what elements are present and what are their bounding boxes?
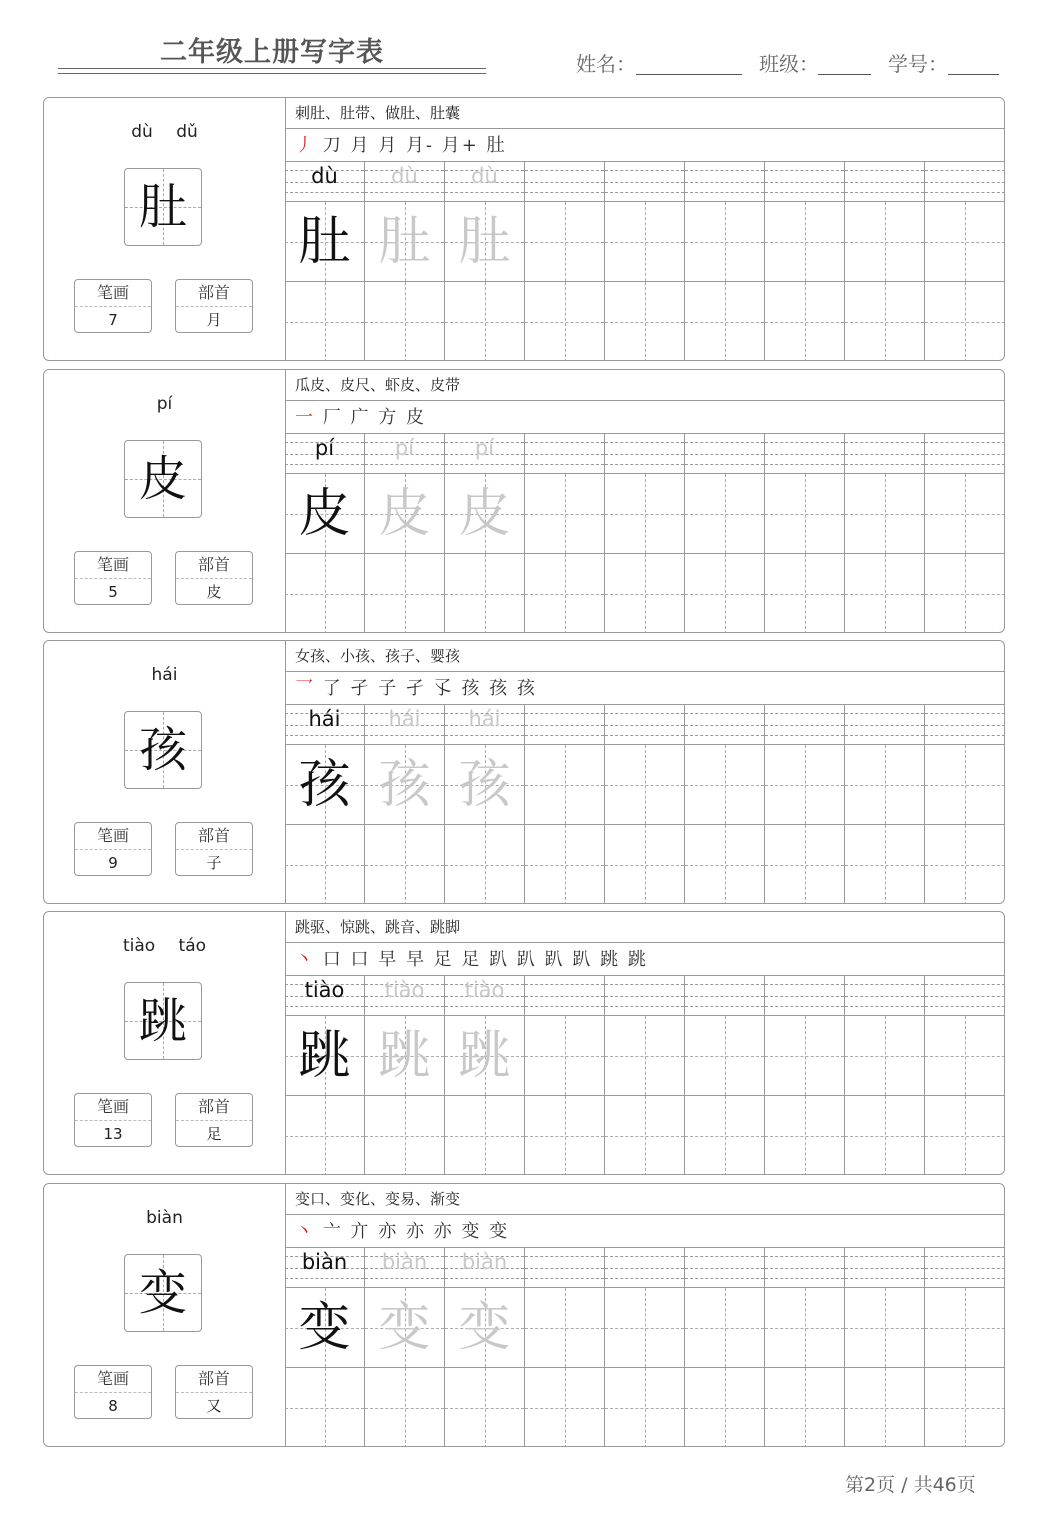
character-glyph: 孩 — [138, 722, 187, 778]
strokes-label: 笔画 — [75, 823, 151, 850]
stroke-step: 孩 — [461, 678, 482, 699]
stroke-step: 足 — [433, 949, 454, 970]
stroke-step: 口 — [350, 949, 371, 970]
pinyin-cell[interactable] — [925, 434, 1005, 474]
writing-cell[interactable] — [925, 474, 1005, 554]
writing-cell[interactable] — [525, 474, 605, 554]
writing-cell[interactable] — [365, 825, 445, 904]
writing-cell[interactable] — [845, 1016, 925, 1096]
pinyin-cell[interactable] — [685, 976, 765, 1016]
writing-cell[interactable] — [445, 474, 525, 554]
writing-cell[interactable] — [445, 1288, 525, 1368]
title-underline — [58, 73, 486, 74]
writing-cell[interactable] — [765, 474, 845, 554]
stroke-step: 亦 — [433, 1221, 454, 1242]
page-number: 第2页 / 共46页 — [845, 1474, 976, 1496]
writing-cell[interactable] — [285, 1368, 365, 1447]
practice-panel — [285, 641, 1005, 903]
writing-cell[interactable] — [765, 1288, 845, 1368]
writing-cell[interactable] — [525, 282, 605, 361]
stroke-order — [285, 672, 1005, 705]
name-blank[interactable] — [636, 74, 742, 75]
grid-pinyin: pí — [474, 436, 495, 460]
writing-cell[interactable] — [765, 282, 845, 361]
grid-character: 孩 — [378, 755, 431, 815]
character-pinyin: biàn — [146, 1208, 183, 1228]
stroke-step: 趴 — [572, 949, 593, 970]
stroke-order — [285, 1215, 1005, 1248]
character-box — [124, 982, 202, 1060]
radical-box — [175, 822, 253, 876]
stroke-step: 口 — [322, 949, 343, 970]
writing-cell[interactable] — [525, 202, 605, 282]
stroke-step: 方 — [378, 407, 399, 428]
grid-pinyin: tiào — [384, 978, 425, 1002]
writing-cell[interactable] — [765, 1368, 845, 1447]
writing-cell[interactable] — [845, 1096, 925, 1175]
stroke-step: 刀 — [322, 135, 343, 156]
writing-cell[interactable] — [285, 282, 365, 361]
writing-cell[interactable] — [365, 554, 445, 633]
character-card — [43, 911, 1005, 1175]
pinyin-cell[interactable] — [525, 162, 605, 202]
pinyin-cell[interactable] — [685, 1248, 765, 1288]
pinyin-cell[interactable] — [605, 434, 685, 474]
pinyin-cell[interactable] — [445, 705, 525, 745]
writing-cell[interactable] — [605, 1016, 685, 1096]
stroke-order — [285, 401, 1005, 434]
writing-cell[interactable] — [925, 1368, 1005, 1447]
character-pinyin: tiào táo — [122, 936, 207, 956]
stroke-step: 跳 — [600, 949, 621, 970]
writing-cell[interactable] — [845, 554, 925, 633]
stroke-step: 趴 — [489, 949, 510, 970]
writing-cell[interactable] — [925, 202, 1005, 282]
writing-cell[interactable] — [445, 202, 525, 282]
writing-cell[interactable] — [765, 202, 845, 282]
card-info-panel — [44, 1184, 286, 1446]
character-box — [124, 168, 202, 246]
grid-character: 孩 — [298, 755, 351, 815]
writing-cell[interactable] — [605, 282, 685, 361]
pinyin-cell[interactable] — [845, 976, 925, 1016]
stroke-step: 月+ — [441, 135, 479, 156]
name-field[interactable] — [576, 48, 636, 77]
radical-label: 部首 — [176, 823, 252, 850]
writing-cell[interactable] — [925, 1016, 1005, 1096]
writing-cell[interactable] — [605, 825, 685, 904]
character-card — [43, 97, 1005, 361]
stroke-step: 皮 — [405, 407, 426, 428]
pinyin-cell[interactable] — [285, 705, 365, 745]
stroke-step: 趴 — [544, 949, 565, 970]
writing-cell[interactable] — [845, 745, 925, 825]
stroke-step: 乛 — [295, 678, 315, 699]
writing-cell[interactable] — [525, 1368, 605, 1447]
writing-cell[interactable] — [765, 554, 845, 633]
writing-cell[interactable] — [845, 825, 925, 904]
writing-cell[interactable] — [605, 1288, 685, 1368]
strokes-value: 7 — [108, 311, 118, 329]
writing-cell[interactable] — [605, 745, 685, 825]
stroke-order — [285, 129, 1005, 162]
character-card — [43, 1183, 1005, 1447]
character-glyph: 跳 — [138, 993, 187, 1049]
grid-character: 皮 — [458, 484, 511, 544]
practice-grid[interactable] — [285, 162, 1005, 361]
strokes-box — [74, 1093, 152, 1147]
stroke-step: 趴 — [516, 949, 537, 970]
writing-cell[interactable] — [365, 745, 445, 825]
writing-cell[interactable] — [685, 282, 765, 361]
practice-grid[interactable] — [285, 976, 1005, 1175]
pinyin-cell[interactable] — [605, 162, 685, 202]
writing-cell[interactable] — [605, 1368, 685, 1447]
grid-character: 跳 — [458, 1026, 511, 1086]
class-field[interactable] — [759, 48, 819, 77]
stroke-step: 孑 — [350, 678, 371, 699]
strokes-box — [74, 1365, 152, 1419]
writing-cell[interactable] — [685, 1368, 765, 1447]
writing-cell[interactable] — [685, 745, 765, 825]
pinyin-cell[interactable] — [845, 1248, 925, 1288]
grid-pinyin: biàn — [381, 1250, 428, 1274]
practice-panel — [285, 912, 1005, 1174]
grid-character: 变 — [298, 1298, 351, 1358]
radical-label: 部首 — [176, 1366, 252, 1393]
pinyin-cell[interactable] — [365, 1248, 445, 1288]
strokes-value: 13 — [103, 1125, 123, 1143]
stroke-step: 了 — [322, 678, 343, 699]
radical-label: 部首 — [176, 552, 252, 579]
character-pinyin: hái — [151, 665, 178, 685]
practice-panel — [285, 370, 1005, 632]
writing-cell[interactable] — [285, 1288, 365, 1368]
grid-pinyin: hái — [308, 707, 341, 731]
practice-grid[interactable] — [285, 705, 1005, 904]
stroke-step: 跳 — [627, 949, 648, 970]
pinyin-cell[interactable] — [925, 1248, 1005, 1288]
character-box — [124, 1254, 202, 1332]
stroke-step: 月- — [405, 135, 435, 156]
writing-cell[interactable] — [925, 1288, 1005, 1368]
number-blank[interactable] — [948, 74, 999, 75]
writing-cell[interactable] — [525, 1096, 605, 1175]
stroke-step: 亣 — [350, 1221, 371, 1242]
pinyin-cell[interactable] — [285, 1248, 365, 1288]
stroke-step: 亦 — [378, 1221, 399, 1242]
character-card — [43, 369, 1005, 633]
stroke-step: 变 — [461, 1221, 482, 1242]
writing-cell[interactable] — [845, 474, 925, 554]
character-pinyin: dù dǔ — [131, 122, 198, 142]
writing-cell[interactable] — [525, 745, 605, 825]
character-pinyin: pí — [156, 394, 173, 414]
pinyin-cell[interactable] — [365, 162, 445, 202]
character-box — [124, 440, 202, 518]
card-info-panel — [44, 912, 286, 1174]
pinyin-cell[interactable] — [525, 976, 605, 1016]
pinyin-cell[interactable] — [365, 976, 445, 1016]
grid-pinyin: dù — [311, 164, 338, 188]
stroke-step: 亠 — [322, 1221, 343, 1242]
pinyin-cell[interactable] — [845, 162, 925, 202]
strokes-value: 9 — [108, 854, 118, 872]
pinyin-cell[interactable] — [605, 976, 685, 1016]
stroke-step: 丶 — [295, 949, 315, 970]
practice-panel — [285, 1184, 1005, 1446]
writing-cell[interactable] — [925, 282, 1005, 361]
radical-label: 部首 — [176, 1094, 252, 1121]
grid-character: 肚 — [378, 212, 431, 272]
writing-cell[interactable] — [285, 1016, 365, 1096]
writing-cell[interactable] — [525, 1016, 605, 1096]
character-glyph: 皮 — [138, 451, 187, 507]
stroke-step: 孑 — [405, 678, 426, 699]
page-title: 二年级上册写字表 — [160, 37, 384, 68]
writing-cell[interactable] — [445, 745, 525, 825]
writing-cell[interactable] — [285, 202, 365, 282]
grid-pinyin: hái — [388, 707, 421, 731]
example-words: 跳驱、惊跳、跳音、跳脚 — [285, 912, 1005, 943]
pinyin-cell[interactable] — [925, 705, 1005, 745]
pinyin-cell[interactable] — [285, 162, 365, 202]
writing-cell[interactable] — [605, 554, 685, 633]
writing-cell[interactable] — [525, 554, 605, 633]
stroke-step: 月 — [378, 135, 399, 156]
grid-pinyin: pí — [314, 436, 335, 460]
strokes-label: 笔画 — [75, 1366, 151, 1393]
radical-value: 又 — [206, 1397, 222, 1415]
writing-cell[interactable] — [765, 1096, 845, 1175]
grid-character: 跳 — [378, 1026, 431, 1086]
writing-cell[interactable] — [605, 202, 685, 282]
pinyin-cell[interactable] — [605, 705, 685, 745]
stroke-step: 早 — [378, 949, 399, 970]
number-field[interactable] — [888, 48, 948, 77]
card-info-panel — [44, 98, 286, 360]
grid-pinyin: hái — [468, 707, 501, 731]
stroke-step: 肚 — [486, 135, 507, 156]
writing-cell[interactable] — [285, 825, 365, 904]
pinyin-cell[interactable] — [365, 434, 445, 474]
writing-cell[interactable] — [605, 1096, 685, 1175]
stroke-step: 丿 — [295, 135, 315, 156]
pinyin-cell[interactable] — [925, 162, 1005, 202]
grid-pinyin: biàn — [301, 1250, 348, 1274]
writing-cell[interactable] — [925, 745, 1005, 825]
pinyin-cell[interactable] — [445, 1248, 525, 1288]
radical-box — [175, 279, 253, 333]
radical-box — [175, 551, 253, 605]
writing-cell[interactable] — [765, 1016, 845, 1096]
pinyin-cell[interactable] — [765, 1248, 845, 1288]
strokes-box — [74, 279, 152, 333]
strokes-box — [74, 551, 152, 605]
pinyin-cell[interactable] — [445, 434, 525, 474]
pinyin-cell[interactable] — [925, 976, 1005, 1016]
writing-cell[interactable] — [285, 554, 365, 633]
radical-box — [175, 1365, 253, 1419]
stroke-step: 亦 — [405, 1221, 426, 1242]
pinyin-cell[interactable] — [525, 705, 605, 745]
writing-cell[interactable] — [445, 282, 525, 361]
writing-cell[interactable] — [525, 825, 605, 904]
pinyin-cell[interactable] — [605, 1248, 685, 1288]
example-words: 女孩、小孩、孩子、婴孩 — [285, 641, 1005, 672]
writing-cell[interactable] — [685, 1016, 765, 1096]
grid-pinyin: tiào — [464, 978, 505, 1002]
stroke-step: 广 — [350, 407, 371, 428]
writing-cell[interactable] — [365, 1096, 445, 1175]
pinyin-cell[interactable] — [365, 705, 445, 745]
pinyin-cell[interactable] — [525, 1248, 605, 1288]
grid-character: 皮 — [378, 484, 431, 544]
writing-cell[interactable] — [445, 1016, 525, 1096]
stroke-step: 厂 — [322, 407, 343, 428]
grid-character: 肚 — [298, 212, 351, 272]
pinyin-cell[interactable] — [765, 162, 845, 202]
writing-cell[interactable] — [445, 1096, 525, 1175]
pinyin-cell[interactable] — [285, 976, 365, 1016]
writing-cell[interactable] — [685, 1288, 765, 1368]
stroke-step: 足 — [461, 949, 482, 970]
pinyin-cell[interactable] — [845, 705, 925, 745]
practice-grid[interactable] — [285, 1248, 1005, 1447]
writing-cell[interactable] — [925, 1096, 1005, 1175]
character-glyph: 肚 — [138, 179, 187, 235]
character-box — [124, 711, 202, 789]
writing-cell[interactable] — [445, 1368, 525, 1447]
writing-cell[interactable] — [685, 202, 765, 282]
card-info-panel — [44, 370, 286, 632]
page-header — [0, 0, 1045, 90]
pinyin-cell[interactable] — [685, 434, 765, 474]
writing-cell[interactable] — [845, 282, 925, 361]
writing-cell[interactable] — [845, 1288, 925, 1368]
example-words: 刺肚、肚带、做肚、肚囊 — [285, 98, 1005, 129]
stroke-step: 丶 — [295, 1221, 315, 1242]
writing-cell[interactable] — [845, 1368, 925, 1447]
grid-character: 肚 — [458, 212, 511, 272]
pinyin-cell[interactable] — [685, 705, 765, 745]
radical-label: 部首 — [176, 280, 252, 307]
grid-character: 变 — [378, 1298, 431, 1358]
writing-cell[interactable] — [765, 825, 845, 904]
practice-panel — [285, 98, 1005, 360]
stroke-step: 子 — [378, 678, 399, 699]
writing-cell[interactable] — [445, 825, 525, 904]
writing-cell[interactable] — [445, 554, 525, 633]
stroke-step: 孩 — [489, 678, 510, 699]
writing-cell[interactable] — [525, 1288, 605, 1368]
stroke-step: 月 — [350, 135, 371, 156]
writing-cell[interactable] — [685, 474, 765, 554]
character-card — [43, 640, 1005, 904]
strokes-label: 笔画 — [75, 1094, 151, 1121]
class-blank[interactable] — [818, 74, 871, 75]
writing-cell[interactable] — [365, 282, 445, 361]
stroke-step: 孩 — [516, 678, 537, 699]
radical-value: 子 — [206, 854, 222, 872]
writing-cell[interactable] — [365, 1288, 445, 1368]
pinyin-cell[interactable] — [445, 976, 525, 1016]
strokes-value: 8 — [108, 1397, 118, 1415]
pinyin-cell[interactable] — [445, 162, 525, 202]
radical-value: 足 — [206, 1125, 222, 1143]
number-label: 学号： — [888, 52, 948, 76]
pinyin-cell[interactable] — [765, 705, 845, 745]
title-underline — [58, 68, 486, 69]
stroke-step: 早 — [405, 949, 426, 970]
pinyin-cell[interactable] — [685, 162, 765, 202]
pinyin-cell[interactable] — [765, 976, 845, 1016]
pinyin-cell[interactable] — [845, 434, 925, 474]
pinyin-cell[interactable] — [765, 434, 845, 474]
writing-cell[interactable] — [365, 202, 445, 282]
writing-cell[interactable] — [285, 474, 365, 554]
stroke-order — [285, 943, 1005, 976]
radical-value: 皮 — [206, 583, 222, 601]
writing-cell[interactable] — [685, 1096, 765, 1175]
grid-pinyin: pí — [394, 436, 415, 460]
strokes-value: 5 — [108, 583, 118, 601]
grid-character: 变 — [458, 1298, 511, 1358]
card-info-panel — [44, 641, 286, 903]
writing-cell[interactable] — [365, 1368, 445, 1447]
writing-cell[interactable] — [845, 202, 925, 282]
character-glyph: 变 — [138, 1265, 187, 1321]
stroke-step: 变 — [489, 1221, 510, 1242]
grid-character: 皮 — [298, 484, 351, 544]
writing-cell[interactable] — [605, 474, 685, 554]
strokes-label: 笔画 — [75, 280, 151, 307]
writing-cell[interactable] — [365, 1016, 445, 1096]
grid-character: 孩 — [458, 755, 511, 815]
writing-cell[interactable] — [925, 825, 1005, 904]
writing-cell[interactable] — [925, 554, 1005, 633]
example-words: 瓜皮、皮尺、虾皮、皮带 — [285, 370, 1005, 401]
writing-cell[interactable] — [285, 1096, 365, 1175]
strokes-label: 笔画 — [75, 552, 151, 579]
writing-cell[interactable] — [685, 554, 765, 633]
pinyin-cell[interactable] — [285, 434, 365, 474]
stroke-step: 一 — [295, 407, 315, 428]
practice-grid[interactable] — [285, 434, 1005, 633]
grid-pinyin: dù — [391, 164, 418, 188]
writing-cell[interactable] — [765, 745, 845, 825]
writing-cell[interactable] — [685, 825, 765, 904]
stroke-step: 孓 — [433, 678, 454, 699]
strokes-box — [74, 822, 152, 876]
grid-pinyin: tiào — [304, 978, 345, 1002]
writing-cell[interactable] — [285, 745, 365, 825]
writing-cell[interactable] — [365, 474, 445, 554]
name-label: 姓名： — [576, 52, 636, 76]
radical-box — [175, 1093, 253, 1147]
example-words: 变口、变化、变易、渐变 — [285, 1184, 1005, 1215]
pinyin-cell[interactable] — [525, 434, 605, 474]
grid-pinyin: biàn — [461, 1250, 508, 1274]
grid-character: 跳 — [298, 1026, 351, 1086]
radical-value: 月 — [206, 311, 222, 329]
grid-pinyin: dù — [471, 164, 498, 188]
class-label: 班级： — [759, 52, 819, 76]
